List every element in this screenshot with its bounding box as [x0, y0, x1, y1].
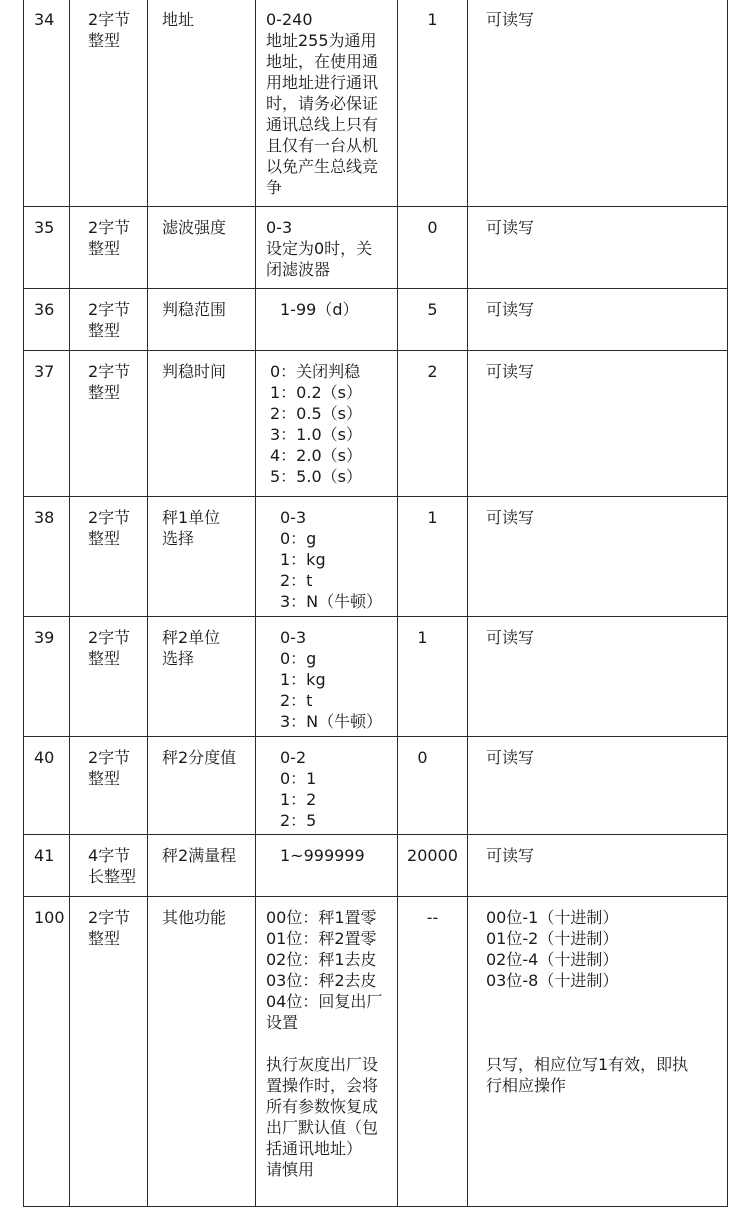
value-range: 1~999999	[256, 835, 398, 897]
value-range: 0：关闭判稳 1：0.2（s） 2：0.5（s） 3：1.0（s） 4：2.0（s） 5：5.0（s）	[256, 351, 398, 497]
table-row	[24, 207, 728, 289]
access-mode: 可读写	[468, 289, 728, 351]
data-type: 2字节 整型	[70, 897, 148, 1207]
access-mode: 可读写	[468, 0, 728, 207]
table-row	[24, 897, 728, 1207]
register-name: 秤2满量程	[148, 835, 256, 897]
register-name: 秤2单位 选择	[148, 617, 256, 737]
table-row	[24, 835, 728, 897]
default-value: --	[398, 897, 468, 1207]
value-range: 0-3 0：g 1：kg 2：t 3：N（牛顿）	[256, 617, 398, 737]
register-address: 37	[24, 351, 70, 497]
data-type: 2字节 整型	[70, 289, 148, 351]
default-value: 2	[398, 351, 468, 497]
data-type: 2字节 整型	[70, 0, 148, 207]
data-type: 2字节 整型	[70, 351, 148, 497]
table-row	[24, 351, 728, 497]
default-value: 0	[398, 737, 468, 835]
register-address: 35	[24, 207, 70, 289]
access-mode: 可读写	[468, 835, 728, 897]
register-name: 滤波强度	[148, 207, 256, 289]
data-type: 2字节 整型	[70, 497, 148, 617]
register-address: 41	[24, 835, 70, 897]
register-name: 判稳范围	[148, 289, 256, 351]
table-row	[24, 737, 728, 835]
register-address: 34	[24, 0, 70, 207]
data-type: 2字节 整型	[70, 207, 148, 289]
register-name: 地址	[148, 0, 256, 207]
value-range: 0-3 设定为0时，关 闭滤波器	[256, 207, 398, 289]
default-value: 20000	[398, 835, 468, 897]
register-address: 38	[24, 497, 70, 617]
access-mode: 可读写	[468, 497, 728, 617]
value-range: 0-2 0：1 1：2 2：5	[256, 737, 398, 835]
data-type: 4字节 长整型	[70, 835, 148, 897]
register-name: 秤1单位 选择	[148, 497, 256, 617]
value-range: 1-99（d）	[256, 289, 398, 351]
access-mode: 00位-1（十进制） 01位-2（十进制） 02位-4（十进制） 03位-8（十进制） 只写，相应位写1有效，即执 行相应操作	[468, 897, 728, 1207]
register-address: 39	[24, 617, 70, 737]
register-name: 判稳时间	[148, 351, 256, 497]
register-table	[23, 0, 728, 1207]
table-row	[24, 289, 728, 351]
table-row	[24, 0, 728, 207]
access-mode: 可读写	[468, 737, 728, 835]
register-name: 其他功能	[148, 897, 256, 1207]
value-range: 0-240 地址255为通用 地址，在使用通 用地址进行通讯 时，请务必保证 通讯总线上只有 且仅有一台从机 以免产生总线竞 争	[256, 0, 398, 207]
access-mode: 可读写	[468, 617, 728, 737]
data-type: 2字节 整型	[70, 737, 148, 835]
table-row	[24, 497, 728, 617]
value-range: 0-3 0：g 1：kg 2：t 3：N（牛顿）	[256, 497, 398, 617]
register-name: 秤2分度值	[148, 737, 256, 835]
table-row	[24, 617, 728, 737]
default-value: 1	[398, 0, 468, 207]
register-address: 100	[24, 897, 70, 1207]
data-type: 2字节 整型	[70, 617, 148, 737]
value-range: 00位：秤1置零 01位：秤2置零 02位：秤1去皮 03位：秤2去皮 04位：回复出厂 设置 执行灰度出厂设 置操作时，会将 所有参数恢复成 出厂默认值（包 括通讯地址） 请慎用	[256, 897, 398, 1207]
register-address: 36	[24, 289, 70, 351]
default-value: 1	[398, 617, 468, 737]
default-value: 5	[398, 289, 468, 351]
default-value: 1	[398, 497, 468, 617]
register-address: 40	[24, 737, 70, 835]
access-mode: 可读写	[468, 351, 728, 497]
access-mode: 可读写	[468, 207, 728, 289]
default-value: 0	[398, 207, 468, 289]
